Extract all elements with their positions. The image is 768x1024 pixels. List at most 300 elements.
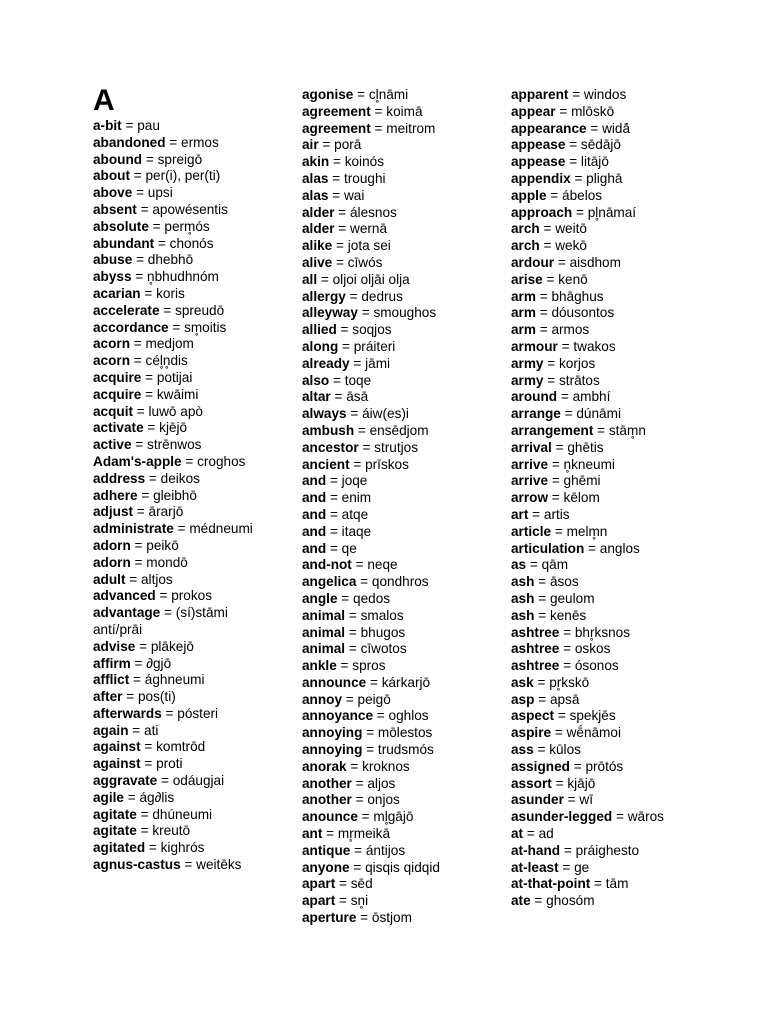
glossary-entry <box>93 538 279 555</box>
glossary-entry <box>302 171 502 188</box>
entry-headword: address <box>93 470 146 486</box>
entry-translation: proti <box>156 756 183 772</box>
entry-equals-sign: = <box>136 201 153 217</box>
entry-translation: windos <box>583 87 627 102</box>
entry-translation: potijai <box>156 369 193 385</box>
entry-headword: aspire <box>511 725 552 741</box>
entry-equals-sign: = <box>130 336 146 352</box>
entry-equals-sign: = <box>351 775 368 791</box>
entry-translation: cīwotos <box>360 641 407 657</box>
entry-equals-sign: = <box>584 540 600 556</box>
glossary-entry <box>302 154 502 171</box>
entry-headword: article <box>511 523 552 539</box>
entry-headword: appear <box>511 103 556 119</box>
entry-translation: mōlestos <box>377 725 433 741</box>
glossary-entry <box>302 221 502 238</box>
entry-headword: and <box>302 490 327 506</box>
glossary-entry <box>302 205 502 222</box>
entry-translation: gleibhō <box>153 487 197 503</box>
glossary-entry <box>302 843 502 860</box>
entry-translation: pau <box>137 118 160 133</box>
entry-headword: agile <box>93 789 124 805</box>
glossary-entry <box>302 389 502 406</box>
entry-equals-sign: = <box>326 540 342 556</box>
entry-headword: another <box>302 792 352 808</box>
glossary-entry <box>93 555 279 572</box>
entry-headword: ash <box>511 574 535 590</box>
entry-translation: aisdhom <box>569 254 621 270</box>
entry-translation: wāros <box>627 809 664 825</box>
entry-translation: sn̥i <box>350 893 369 909</box>
entry-headword: altar <box>302 389 331 405</box>
glossary-entry <box>511 507 731 524</box>
entry-translation: strēnwos <box>147 437 202 453</box>
entry-translation: mlōskō <box>571 103 615 119</box>
entry-headword: arise <box>511 271 543 287</box>
entry-equals-sign: = <box>121 118 138 133</box>
glossary-entry <box>93 840 279 857</box>
entry-equals-sign: = <box>349 456 366 472</box>
entry-equals-sign: = <box>148 218 165 234</box>
entry-translation: bhāghus <box>551 288 604 304</box>
glossary-entry <box>511 121 731 138</box>
entry-equals-sign: = <box>362 725 378 741</box>
entry-translation: soqjos <box>352 322 392 338</box>
entry-equals-sign: = <box>349 859 366 875</box>
entry-headword: anounce <box>302 809 358 825</box>
entry-equals-sign: = <box>560 842 576 858</box>
glossary-entry <box>302 910 502 927</box>
glossary-entry <box>302 356 502 373</box>
glossary-entry <box>302 742 502 759</box>
entry-equals-sign: = <box>130 168 146 184</box>
entry-equals-sign: = <box>123 789 140 805</box>
entry-equals-sign: = <box>322 826 338 842</box>
entry-headword: acquire <box>93 369 142 385</box>
entry-equals-sign: = <box>130 353 146 369</box>
entry-equals-sign: = <box>586 120 603 136</box>
entry-translation: enim <box>341 490 372 506</box>
glossary-entry <box>302 289 502 306</box>
entry-headword: ate <box>511 893 531 909</box>
entry-equals-sign: = <box>160 605 176 621</box>
entry-headword: acquire <box>93 386 142 402</box>
entry-headword: advise <box>93 638 136 654</box>
glossary-entry <box>511 591 731 608</box>
entry-translation: qe <box>341 540 357 556</box>
glossary-entry <box>302 121 502 138</box>
glossary-entry <box>93 706 279 723</box>
glossary-entry <box>511 776 731 793</box>
entry-translation: croghos <box>197 453 246 469</box>
entry-headword: ashtree <box>511 624 560 640</box>
glossary-entry <box>93 202 279 219</box>
entry-headword: aggravate <box>93 773 158 789</box>
entry-translation: n̥kneumi <box>563 456 615 472</box>
entry-headword: annoyance <box>302 708 374 724</box>
glossary-entry <box>302 860 502 877</box>
glossary-column-2 <box>302 87 502 927</box>
entry-equals-sign: = <box>326 473 342 489</box>
entry-headword: another <box>302 775 352 791</box>
entry-equals-sign: = <box>356 910 372 926</box>
entry-headword: agreement <box>302 103 371 119</box>
glossary-entry <box>302 557 502 574</box>
entry-translation: ág∂lis <box>139 789 175 805</box>
entry-headword: advanced <box>93 588 156 604</box>
entry-translation: atqe <box>341 506 369 522</box>
glossary-entry <box>302 591 502 608</box>
glossary-entry <box>511 490 731 507</box>
entry-headword: agitated <box>93 840 146 856</box>
entry-translation: onjos <box>367 792 400 808</box>
entry-translation: plākejō <box>150 638 194 654</box>
glossary-entry <box>302 255 502 272</box>
glossary-entry <box>302 490 502 507</box>
entry-equals-sign: = <box>326 490 342 506</box>
entry-equals-sign: = <box>570 170 587 186</box>
entry-equals-sign: = <box>548 456 564 472</box>
glossary-entry <box>93 689 279 706</box>
entry-headword: adorn <box>93 537 131 553</box>
entry-translation: wḗnāmoi <box>566 725 621 741</box>
glossary-entry <box>302 826 502 843</box>
entry-headword: accordance <box>93 319 169 335</box>
entry-equals-sign: = <box>551 523 567 539</box>
glossary-entry <box>302 457 502 474</box>
entry-equals-sign: = <box>140 739 157 755</box>
entry-equals-sign: = <box>125 571 141 587</box>
entry-headword: administrate <box>93 521 174 537</box>
entry-equals-sign: = <box>366 674 382 690</box>
glossary-entry <box>93 639 279 656</box>
glossary-entry <box>302 322 502 339</box>
glossary-entry <box>302 725 502 742</box>
entry-equals-sign: = <box>530 893 547 909</box>
entry-equals-sign: = <box>157 773 173 789</box>
entry-translation: pósteri <box>177 705 219 721</box>
entry-equals-sign: = <box>332 238 348 254</box>
entry-headword: at-that-point <box>511 876 591 892</box>
entry-headword: against <box>93 756 141 772</box>
entry-translation: widā́ <box>602 120 631 136</box>
entry-translation: plighā <box>586 170 623 186</box>
entry-translation: cél̥n̥dis <box>145 353 188 369</box>
entry-equals-sign: = <box>543 355 559 371</box>
entry-headword: arrive <box>511 456 549 472</box>
entry-equals-sign: = <box>317 271 333 287</box>
entry-headword: arrange <box>511 406 561 422</box>
entry-translation: melm̥n <box>566 523 608 539</box>
entry-headword: at-hand <box>511 842 561 858</box>
glossary-entry <box>511 171 731 188</box>
entry-equals-sign: = <box>551 725 567 741</box>
entry-translation: wai <box>343 187 365 203</box>
entry-headword: ancient <box>302 456 350 472</box>
entry-equals-sign: = <box>526 557 542 573</box>
entry-translation: jāmi <box>365 355 391 371</box>
entry-translation: ge <box>574 859 590 875</box>
entry-headword: a-bit <box>93 118 122 133</box>
glossary-entry <box>302 641 502 658</box>
entry-translation: apsā <box>549 691 580 707</box>
entry-headword: acorn <box>93 336 131 352</box>
entry-equals-sign: = <box>122 689 138 705</box>
glossary-entry <box>302 893 502 910</box>
entry-equals-sign: = <box>335 876 351 892</box>
entry-headword: also <box>302 372 330 388</box>
entry-translation: álesnos <box>350 204 397 220</box>
entry-equals-sign: = <box>130 537 147 553</box>
entry-headword: alas <box>302 170 329 186</box>
entry-equals-sign: = <box>345 624 361 640</box>
entry-equals-sign: = <box>357 305 374 321</box>
entry-headword: afterwards <box>93 705 162 721</box>
entry-equals-sign: = <box>356 574 372 590</box>
entry-translation: odáugjai <box>172 773 225 789</box>
entry-equals-sign: = <box>345 607 361 623</box>
glossary-entry <box>302 692 502 709</box>
entry-headword: ambush <box>302 422 355 438</box>
entry-equals-sign: = <box>559 624 575 640</box>
entry-headword: arm <box>511 322 536 338</box>
entry-translation: spekjēs <box>569 708 616 724</box>
entry-headword: always <box>302 406 347 422</box>
entry-headword: alike <box>302 238 333 254</box>
entry-headword: allied <box>302 322 337 338</box>
glossary-entry <box>511 457 731 474</box>
glossary-entry <box>93 756 279 773</box>
glossary-entry <box>93 823 279 840</box>
entry-headword: above <box>93 185 133 201</box>
entry-headword: apparent <box>511 87 569 102</box>
entry-translation: apowésentis <box>152 201 228 217</box>
entry-headword: agitate <box>93 806 137 822</box>
entry-equals-sign: = <box>130 554 147 570</box>
entry-equals-sign: = <box>354 422 370 438</box>
entry-equals-sign: = <box>535 288 552 304</box>
entry-translation: korjos <box>559 355 596 371</box>
glossary-entry <box>511 725 731 742</box>
glossary-entry <box>511 708 731 725</box>
glossary-entry <box>302 339 502 356</box>
entry-headword: announce <box>302 674 367 690</box>
entry-translation: ambhí <box>572 389 611 405</box>
entry-translation: áiw(es)i <box>362 406 409 422</box>
glossary-entry <box>302 87 502 104</box>
glossary-entry <box>93 320 279 337</box>
entry-equals-sign: = <box>141 369 157 385</box>
glossary-entry <box>93 739 279 756</box>
entry-headword: allergy <box>302 288 346 304</box>
entry-headword: and <box>302 523 327 539</box>
entry-headword: about <box>93 168 130 184</box>
glossary-entry <box>93 303 279 320</box>
entry-translation: mondō <box>146 554 188 570</box>
glossary-entry <box>93 420 279 437</box>
entry-equals-sign: = <box>358 439 375 455</box>
entry-equals-sign: = <box>159 302 176 318</box>
glossary-column-3 <box>511 87 731 910</box>
glossary-entry <box>93 370 279 387</box>
glossary-entry <box>302 792 502 809</box>
entry-translation: kroknos <box>362 758 410 774</box>
entry-translation: per(i), per(ti) <box>145 168 221 184</box>
entry-headword: ash <box>511 590 535 606</box>
entry-headword: absent <box>93 201 137 217</box>
entry-headword: assigned <box>511 758 570 774</box>
entry-equals-sign: = <box>551 775 568 791</box>
entry-equals-sign: = <box>337 590 354 606</box>
section-letter-heading: A <box>93 84 115 117</box>
entry-headword: ant <box>302 826 323 842</box>
entry-equals-sign: = <box>335 893 351 909</box>
glossary-entry <box>511 406 731 423</box>
entry-headword: anorak <box>302 758 347 774</box>
entry-headword: alas <box>302 187 329 203</box>
entry-translation: trudsmós <box>377 742 434 758</box>
entry-headword: abuse <box>93 252 133 268</box>
entry-equals-sign: = <box>558 859 575 875</box>
entry-headword: armour <box>511 338 558 354</box>
glossary-entry <box>302 608 502 625</box>
entry-translation: ósonos <box>574 658 619 674</box>
entry-translation: upsi <box>147 185 173 201</box>
glossary-entry <box>93 135 279 152</box>
entry-headword: ancestor <box>302 439 359 455</box>
entry-translation: ōstjom <box>371 910 412 926</box>
glossary-entry <box>93 236 279 253</box>
entry-equals-sign: = <box>135 638 151 654</box>
entry-headword: abyss <box>93 269 132 285</box>
entry-headword: apart <box>302 876 336 892</box>
entry-translation: medjom <box>145 336 194 352</box>
entry-translation: kárkarjō <box>381 674 431 690</box>
entry-translation: oskos <box>574 641 611 657</box>
entry-equals-sign: = <box>572 204 588 220</box>
entry-equals-sign: = <box>329 372 345 388</box>
entry-headword: asunder-legged <box>511 809 613 825</box>
entry-headword: at-least <box>511 859 559 875</box>
glossary-entry <box>93 656 279 673</box>
entry-translation: ∂gjō <box>146 655 172 671</box>
entry-headword: agonise <box>302 87 354 102</box>
entry-equals-sign: = <box>133 403 149 419</box>
entry-equals-sign: = <box>568 87 584 102</box>
glossary-entry <box>302 759 502 776</box>
entry-equals-sign: = <box>346 758 363 774</box>
glossary-entry <box>511 658 731 675</box>
entry-headword: and-not <box>302 557 352 573</box>
glossary-entry <box>511 137 731 154</box>
glossary-entry <box>93 504 279 521</box>
entry-translation: bhugos <box>360 624 406 640</box>
entry-headword: animal <box>302 607 346 623</box>
entry-equals-sign: = <box>145 840 161 856</box>
glossary-entry <box>511 843 731 860</box>
glossary-entry <box>511 608 731 625</box>
glossary-entry <box>511 541 731 558</box>
entry-equals-sign: = <box>145 470 161 486</box>
entry-translation: dóusontos <box>551 305 615 321</box>
entry-equals-sign: = <box>132 185 148 201</box>
entry-equals-sign: = <box>559 641 575 657</box>
glossary-entry <box>511 104 731 121</box>
entry-translation: kreutō <box>152 823 191 839</box>
entry-equals-sign: = <box>338 338 354 354</box>
entry-equals-sign: = <box>161 705 178 721</box>
glossary-entry <box>511 524 731 541</box>
glossary-entry <box>93 790 279 807</box>
entry-translation: kjējō <box>159 420 188 436</box>
entry-headword: apart <box>302 893 336 909</box>
glossary-entry <box>302 440 502 457</box>
entry-headword: alder <box>302 204 335 220</box>
entry-equals-sign: = <box>373 708 389 724</box>
entry-equals-sign: = <box>548 473 564 489</box>
entry-headword: Adam's-apple <box>93 453 182 469</box>
entry-translation: kwāimi <box>156 386 199 402</box>
glossary-entry <box>93 286 279 303</box>
entry-translation: āsā <box>346 389 369 405</box>
entry-equals-sign: = <box>534 574 550 590</box>
entry-equals-sign: = <box>328 187 344 203</box>
entry-headword: antique <box>302 842 351 858</box>
entry-headword: anyone <box>302 859 350 875</box>
entry-equals-sign: = <box>345 288 362 304</box>
entry-translation: peikō <box>146 537 179 553</box>
entry-equals-sign: = <box>165 134 182 150</box>
glossary-entry <box>511 188 731 205</box>
entry-headword: advantage <box>93 605 161 621</box>
glossary-entry <box>302 137 502 154</box>
entry-equals-sign: = <box>555 103 572 119</box>
glossary-entry <box>511 440 731 457</box>
entry-headword: approach <box>511 204 573 220</box>
entry-translation: weitēks <box>196 857 242 873</box>
entry-translation: médneumi <box>189 521 253 537</box>
entry-translation: joqe <box>341 473 368 489</box>
entry-equals-sign: = <box>334 204 350 220</box>
glossary-entry <box>511 305 731 322</box>
entry-translation: pl̥nāmaí <box>587 204 637 220</box>
entry-headword: around <box>511 389 558 405</box>
entry-equals-sign: = <box>154 235 170 251</box>
entry-headword: adjust <box>93 504 134 520</box>
entry-translation: troughi <box>343 170 386 186</box>
glossary-entry <box>302 708 502 725</box>
entry-translation: dhebhō <box>147 252 194 268</box>
entry-translation: n̥bhudhnóm <box>147 269 219 285</box>
entry-translation: ārarjō <box>148 504 184 520</box>
glossary-entry <box>93 152 279 169</box>
entry-translation: prīskos <box>365 456 409 472</box>
glossary-entry <box>511 473 731 490</box>
entry-translation: itaqe <box>341 523 372 539</box>
entry-equals-sign: = <box>560 406 577 422</box>
entry-equals-sign: = <box>528 506 544 522</box>
entry-headword: ask <box>511 674 534 690</box>
entry-equals-sign: = <box>130 655 147 671</box>
entry-headword: accelerate <box>93 302 160 318</box>
entry-headword: active <box>93 437 132 453</box>
entry-equals-sign: = <box>357 809 374 825</box>
entry-headword: agreement <box>302 120 371 136</box>
glossary-entry <box>93 588 279 605</box>
glossary-entry <box>511 322 731 339</box>
entry-headword: assort <box>511 775 552 791</box>
entry-translation: koimā <box>386 103 423 119</box>
